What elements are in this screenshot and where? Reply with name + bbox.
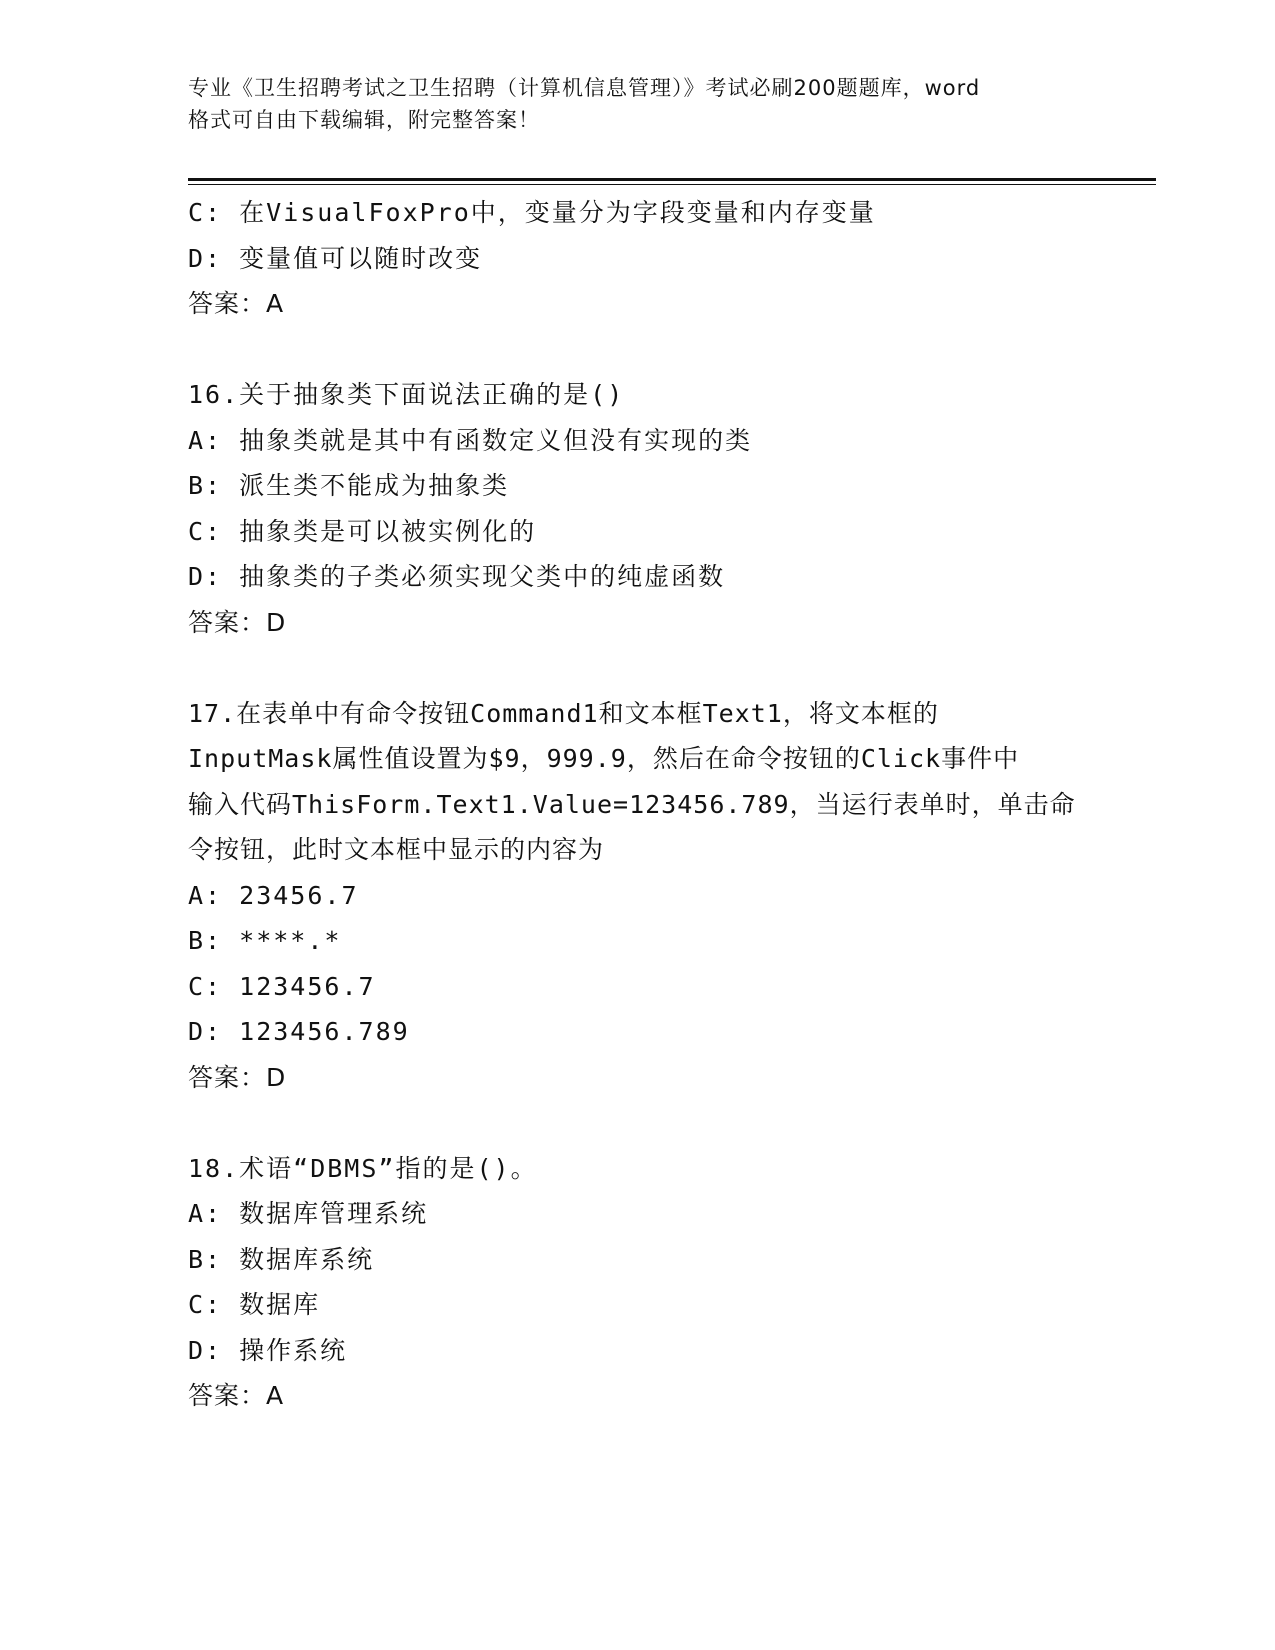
question-stem-line-4: 令按钮，此时文本框中显示的内容为 bbox=[188, 835, 605, 864]
option-c: C: 123456.7 bbox=[188, 971, 376, 1001]
answer-line: 答案：D bbox=[188, 1062, 287, 1092]
option-b: B: 数据库系统 bbox=[188, 1244, 375, 1274]
document-header bbox=[188, 72, 1088, 136]
question-16 bbox=[188, 372, 1088, 645]
option-c: C: 在VisualFoxPro中，变量分为字段变量和内存变量 bbox=[188, 198, 876, 227]
question-stem-line-3: 输入代码ThisForm.Text1.Value=123456.789，当运行表单时，单击命 bbox=[188, 789, 1076, 819]
option-b: B: 派生类不能成为抽象类 bbox=[188, 471, 510, 500]
option-a: A: 抽象类就是其中有函数定义但没有实现的类 bbox=[188, 425, 753, 455]
header-divider-thick bbox=[188, 178, 1156, 181]
option-d: D: 抽象类的子类必须实现父类中的纯虚函数 bbox=[188, 562, 726, 591]
question-18 bbox=[188, 1146, 1088, 1419]
answer-line: 答案：A bbox=[188, 289, 285, 318]
question-17 bbox=[188, 691, 1088, 1101]
header-divider-thin bbox=[188, 184, 1156, 185]
option-b: B: ****.* bbox=[188, 926, 342, 955]
question-list bbox=[188, 190, 1088, 1419]
option-d: D: 操作系统 bbox=[188, 1335, 348, 1365]
option-c: C: 抽象类是可以被实例化的 bbox=[188, 516, 537, 546]
spacer bbox=[188, 327, 1088, 373]
header-line-2: 格式可自由下载编辑，附完整答案！ bbox=[188, 108, 540, 132]
option-a: A: 数据库管理系统 bbox=[188, 1199, 429, 1228]
question-stem: 18.术语“DBMS”指的是()。 bbox=[188, 1153, 538, 1183]
previous-question-tail bbox=[188, 190, 1088, 327]
question-stem: 16.关于抽象类下面说法正确的是() bbox=[188, 380, 625, 409]
header-line-1: 专业《卫生招聘考试之卫生招聘（计算机信息管理）》考试必刷200题题库，word bbox=[188, 76, 981, 100]
question-stem-line-1: 17.在表单中有命令按钮Command1和文本框Text1，将文本框的 bbox=[188, 698, 939, 728]
answer-line: 答案：A bbox=[188, 1381, 285, 1410]
spacer bbox=[188, 1100, 1088, 1146]
option-a: A: 23456.7 bbox=[188, 880, 359, 910]
spacer bbox=[188, 645, 1088, 691]
option-d: D: 变量值可以随时改变 bbox=[188, 243, 483, 273]
answer-line: 答案：D bbox=[188, 607, 287, 637]
option-d: D: 123456.789 bbox=[188, 1017, 410, 1046]
option-c: C: 数据库 bbox=[188, 1290, 321, 1319]
question-stem-line-2: InputMask属性值设置为$9，999.9，然后在命令按钮的Click事件中 bbox=[188, 744, 1020, 773]
